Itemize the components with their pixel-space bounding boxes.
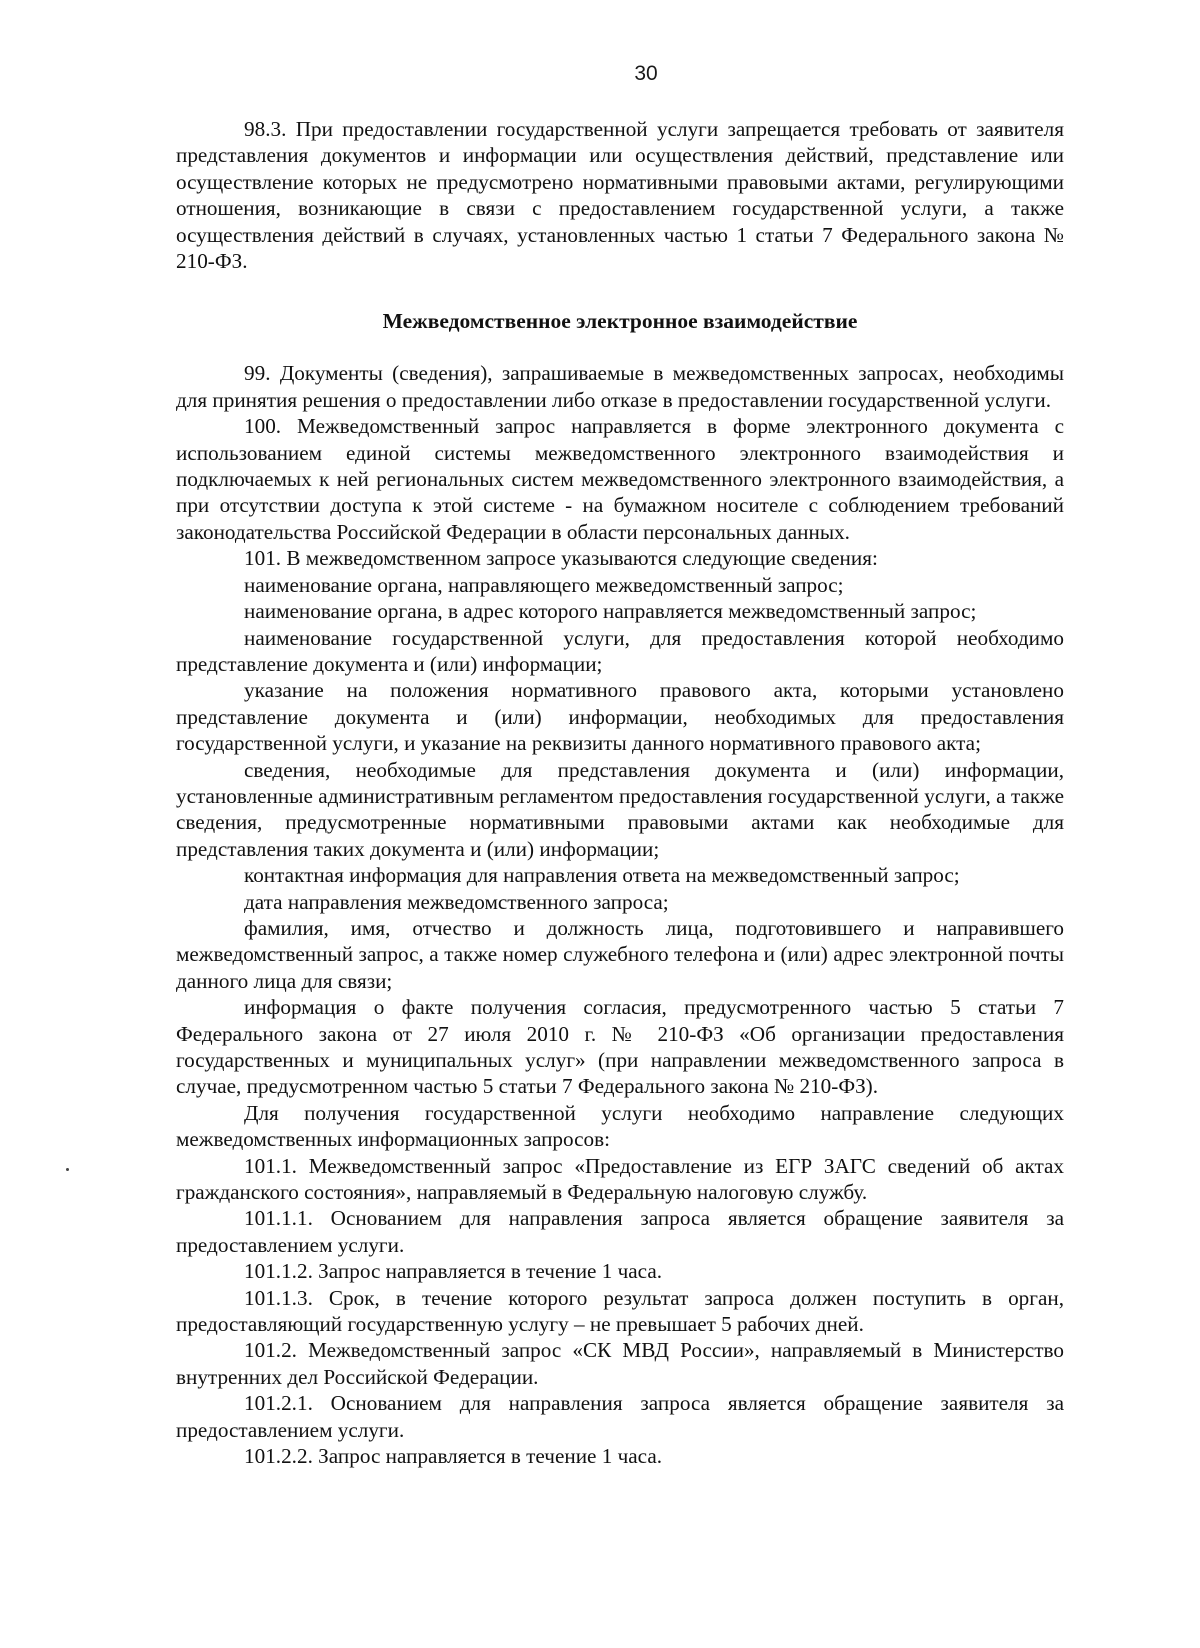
document-body: [176, 116, 1064, 1470]
paragraph-101-1-3: 101.1.3. Срок, в течение которого результат запроса должен поступить в орган, предоставляющий государственную услугу – не превышает 5 рабочих дней.: [176, 1285, 1064, 1337]
list-item: наименование органа, направляющего межведомственный запрос;: [244, 572, 844, 597]
list-item: сведения, необходимые для представления документа и (или) информации, установленные административным регламентом предоставления государственной услуги, а также сведения, предусмотренные нормативными правовыми актами как необходимые для представления таких документа и (или) информации;: [176, 757, 1064, 861]
list-item: фамилия, имя, отчество и должность лица, подготовившего и направившего межведомственный запрос, а также номер служебного телефона и (или) адрес электронной почты данного лица для связи;: [176, 915, 1064, 993]
paragraph-101: 101. В межведомственном запросе указываются следующие сведения:: [244, 546, 878, 571]
scan-speck: [66, 1168, 69, 1171]
paragraph-101-2-1: 101.2.1. Основанием для направления запроса является обращение заявителя за предоставлением услуги.: [176, 1391, 1064, 1442]
list-item: информация о факте получения согласия, предусмотренного частью 5 статьи 7 Федерального закона от 27 июля 2010 г. № 210-ФЗ «Об организации предоставления государственных и муниципальных услуг» (при направлении межведомственного запроса в случае, предусмотренном частью 5 статьи 7 Федерального закона № 210-ФЗ).: [176, 995, 1064, 1099]
paragraph-101-1-2: 101.1.2. Запрос направляется в течение 1 часа.: [244, 1259, 663, 1284]
paragraph-101-2: 101.2. Межведомственный запрос «СК МВД России», направляемый в Министерство внутренних дел Российской Федерации.: [176, 1338, 1064, 1389]
paragraph-101-2-2: 101.2.2. Запрос направляется в течение 1 часа.: [244, 1444, 663, 1469]
list-item: указание на положения нормативного правового акта, которыми установлено представление документа и (или) информации, необходимых для предоставления государственной услуги, и указание на реквизиты данного нормативного правового акта;: [176, 678, 1064, 756]
section-heading: Межведомственное электронное взаимодействие: [382, 309, 858, 334]
list-item: наименование органа, в адрес которого направляется межведомственный запрос;: [244, 599, 977, 624]
page-number: 30: [634, 62, 658, 85]
paragraph-101-1-1: 101.1.1. Основанием для направления запроса является обращение заявителя за предоставлением услуги.: [176, 1206, 1064, 1257]
paragraph-100: 100. Межведомственный запрос направляется в форме электронного документа с использованием единой системы межведомственного электронного взаимодействия и подключаемых к ней региональных систем межведомственного электронного взаимодействия, а при отсутствии доступа к этой системе - на бумажном носителе с соблюдением требований законодательства Российской Федерации в области персональных данных.: [176, 414, 1064, 544]
list-item: контактная информация для направления ответа на межведомственный запрос;: [244, 863, 960, 888]
paragraph-requests-intro: Для получения государственной услуги необходимо направление следующих межведомственных информационных запросов:: [176, 1100, 1064, 1152]
paragraph-98-3: 98.3. При предоставлении государственной услуги запрещается требовать от заявителя представления документов и информации или осуществления действий, представление или осуществление которых не предусмотрено нормативными правовыми актами, регулирующими отношения, возникающие в связи с предоставлением государственной услуги, а также осуществления действий в случаях, установленных частью 1 статьи 7 Федерального закона № 210-ФЗ.: [176, 117, 1064, 274]
paragraph-101-1: 101.1. Межведомственный запрос «Предоставление из ЕГР ЗАГС сведений об актах гражданского состояния», направляемый в Федеральную налоговую службу.: [176, 1153, 1064, 1205]
list-item: дата направления межведомственного запроса;: [244, 889, 669, 914]
paragraph-99: 99. Документы (сведения), запрашиваемые в межведомственных запросах, необходимы для принятия решения о предоставлении либо отказе в предоставлении государственной услуги.: [176, 361, 1064, 412]
list-item: наименование государственной услуги, для предоставления которой необходимо представление документа и (или) информации;: [176, 625, 1064, 676]
